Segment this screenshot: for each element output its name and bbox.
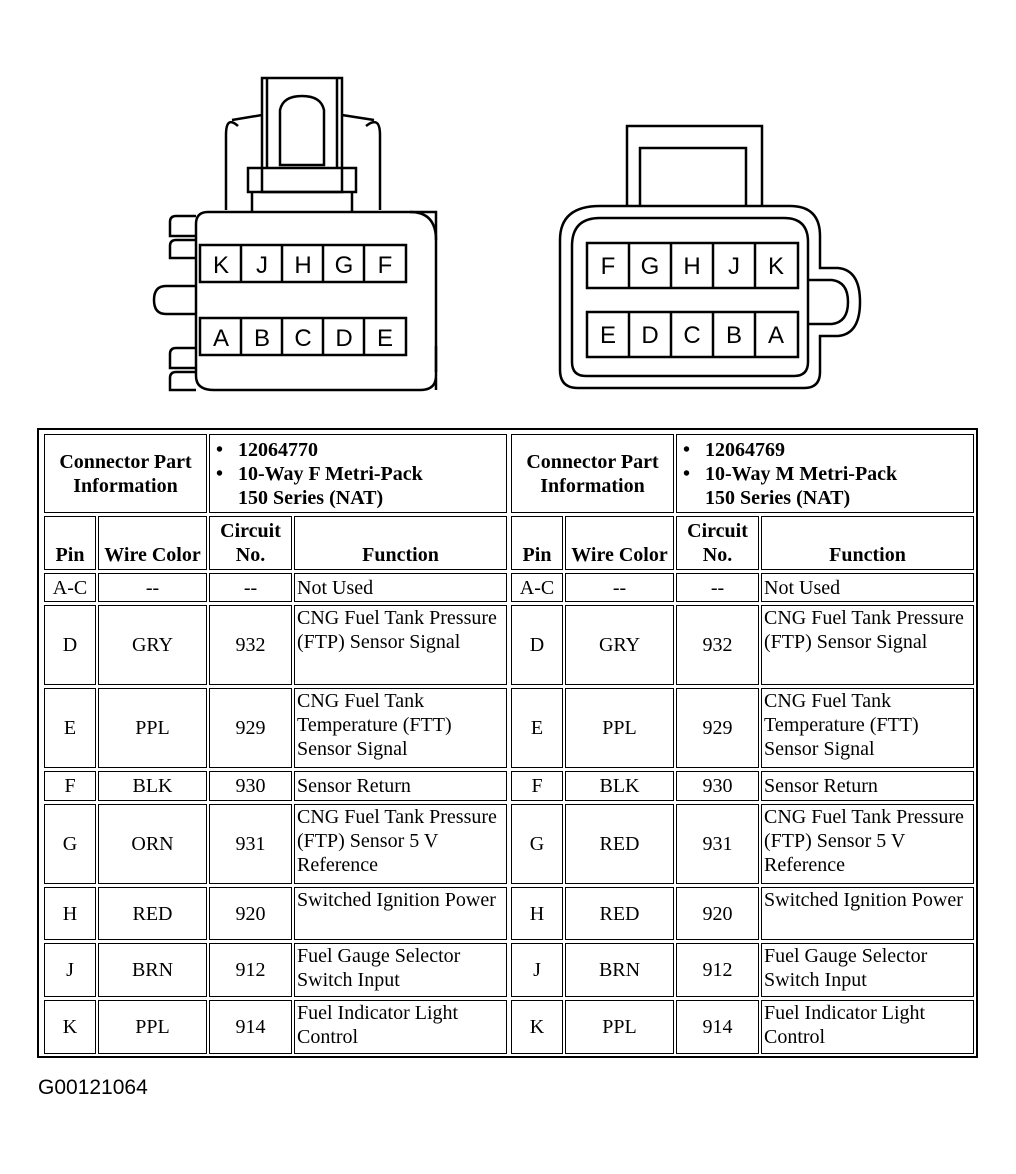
wire-color-cell: RED	[565, 804, 674, 884]
circuit-cell: 929	[209, 688, 292, 768]
part-series: 150 Series (NAT)	[705, 487, 851, 509]
circuit-cell: 930	[209, 771, 292, 801]
pin-cell: E	[44, 688, 96, 768]
function-cell: Sensor Return	[761, 771, 974, 801]
wire-color-cell: GRY	[565, 605, 674, 685]
function-cell: CNG Fuel Tank Pressure (FTP) Sensor Signal	[761, 605, 974, 685]
circuit-column-header: Circuit No.	[676, 516, 759, 570]
circuit-cell: --	[676, 573, 759, 602]
function-cell: CNG Fuel Tank Pressure (FTP) Sensor Signal	[294, 605, 507, 685]
female-pin-label: J	[256, 252, 268, 279]
female-pin-label: E	[376, 325, 394, 352]
wire-color-column-header: Wire Color	[565, 516, 674, 570]
pin-cell: K	[44, 1000, 96, 1054]
pin-column-header: Pin	[44, 516, 96, 570]
female-pin-label: F	[377, 252, 393, 279]
wire-color-cell: PPL	[98, 1000, 207, 1054]
function-cell: Fuel Gauge Selector Switch Input	[761, 943, 974, 997]
pin-cell: A-C	[44, 573, 96, 602]
male-pin-label: A	[767, 322, 785, 349]
wire-color-cell: GRY	[98, 605, 207, 685]
function-cell: Sensor Return	[294, 771, 507, 801]
circuit-cell: 920	[676, 887, 759, 940]
part-info	[209, 434, 507, 513]
female-pin-label: A	[212, 325, 230, 352]
function-cell: Fuel Indicator Light Control	[761, 1000, 974, 1054]
function-column-header: Function	[294, 516, 507, 570]
pin-cell: J	[511, 943, 563, 997]
male-pin-label: C	[683, 322, 701, 349]
function-cell: CNG Fuel Tank Pressure (FTP) Sensor 5 V Reference	[761, 804, 974, 884]
part-info-label: Connector Part Information	[44, 434, 207, 513]
part-number: • 12064770	[238, 438, 423, 462]
male-pin-label: H	[683, 253, 701, 280]
wire-color-cell: BRN	[98, 943, 207, 997]
circuit-cell: 932	[676, 605, 759, 685]
circuit-cell: 930	[676, 771, 759, 801]
circuit-cell: 914	[209, 1000, 292, 1054]
pin-cell: D	[511, 605, 563, 685]
function-cell: CNG Fuel Tank Temperature (FTT) Sensor Signal	[294, 688, 507, 768]
wire-color-cell: ORN	[98, 804, 207, 884]
circuit-cell: 929	[676, 688, 759, 768]
function-cell: Not Used	[294, 573, 507, 602]
wire-color-cell: --	[565, 573, 674, 602]
female-pin-label: C	[294, 325, 312, 352]
circuit-cell: 912	[209, 943, 292, 997]
female-pin-label: G	[334, 252, 354, 279]
figure-id: G00121064	[38, 1076, 148, 1099]
wire-color-cell: --	[98, 573, 207, 602]
pin-cell: D	[44, 605, 96, 685]
part-series: 150 Series (NAT)	[238, 487, 384, 509]
wire-color-cell: PPL	[565, 1000, 674, 1054]
connector-drawings	[0, 0, 1016, 420]
function-cell: Fuel Indicator Light Control	[294, 1000, 507, 1054]
pin-cell: G	[44, 804, 96, 884]
pin-cell: F	[44, 771, 96, 801]
male-pin-label: E	[599, 322, 617, 349]
function-cell: CNG Fuel Tank Temperature (FTT) Sensor Signal	[761, 688, 974, 768]
part-info	[676, 434, 974, 513]
circuit-cell: 931	[676, 804, 759, 884]
female-pin-label: B	[253, 325, 271, 352]
function-cell: Not Used	[761, 573, 974, 602]
part-info-label: Connector Part Information	[511, 434, 674, 513]
wire-color-cell: PPL	[98, 688, 207, 768]
pin-cell: F	[511, 771, 563, 801]
male-pin-label: D	[641, 322, 659, 349]
female-pin-label: K	[212, 252, 230, 279]
pin-cell: J	[44, 943, 96, 997]
wire-color-cell: RED	[565, 887, 674, 940]
wire-color-cell: BLK	[565, 771, 674, 801]
male-pin-label: K	[767, 253, 785, 280]
function-cell: Switched Ignition Power	[294, 887, 507, 940]
pin-cell: H	[511, 887, 563, 940]
wire-color-cell: BLK	[98, 771, 207, 801]
female-pin-label: H	[294, 252, 312, 279]
pin-column-header: Pin	[511, 516, 563, 570]
circuit-cell: --	[209, 573, 292, 602]
part-description: • 10-Way F Metri-Pack	[238, 462, 423, 486]
wire-color-cell: PPL	[565, 688, 674, 768]
male-pin-label: B	[725, 322, 743, 349]
circuit-cell: 914	[676, 1000, 759, 1054]
wire-color-cell: BRN	[565, 943, 674, 997]
part-number: • 12064769	[705, 438, 897, 462]
circuit-cell: 920	[209, 887, 292, 940]
pin-cell: G	[511, 804, 563, 884]
part-description: • 10-Way M Metri-Pack	[705, 462, 897, 486]
function-cell: CNG Fuel Tank Pressure (FTP) Sensor 5 V Reference	[294, 804, 507, 884]
male-pin-label: J	[728, 253, 740, 280]
function-cell: Fuel Gauge Selector Switch Input	[294, 943, 507, 997]
circuit-cell: 931	[209, 804, 292, 884]
male-pin-label: G	[640, 253, 660, 280]
wire-color-column-header: Wire Color	[98, 516, 207, 570]
function-cell: Switched Ignition Power	[761, 887, 974, 940]
pin-cell: H	[44, 887, 96, 940]
circuit-column-header: Circuit No.	[209, 516, 292, 570]
pin-cell: A-C	[511, 573, 563, 602]
female-pin-label: D	[335, 325, 353, 352]
pinout-table	[37, 428, 978, 1058]
male-pin-label: F	[600, 253, 616, 280]
pin-cell: K	[511, 1000, 563, 1054]
circuit-cell: 912	[676, 943, 759, 997]
wire-color-cell: RED	[98, 887, 207, 940]
pin-cell: E	[511, 688, 563, 768]
circuit-cell: 932	[209, 605, 292, 685]
function-column-header: Function	[761, 516, 974, 570]
